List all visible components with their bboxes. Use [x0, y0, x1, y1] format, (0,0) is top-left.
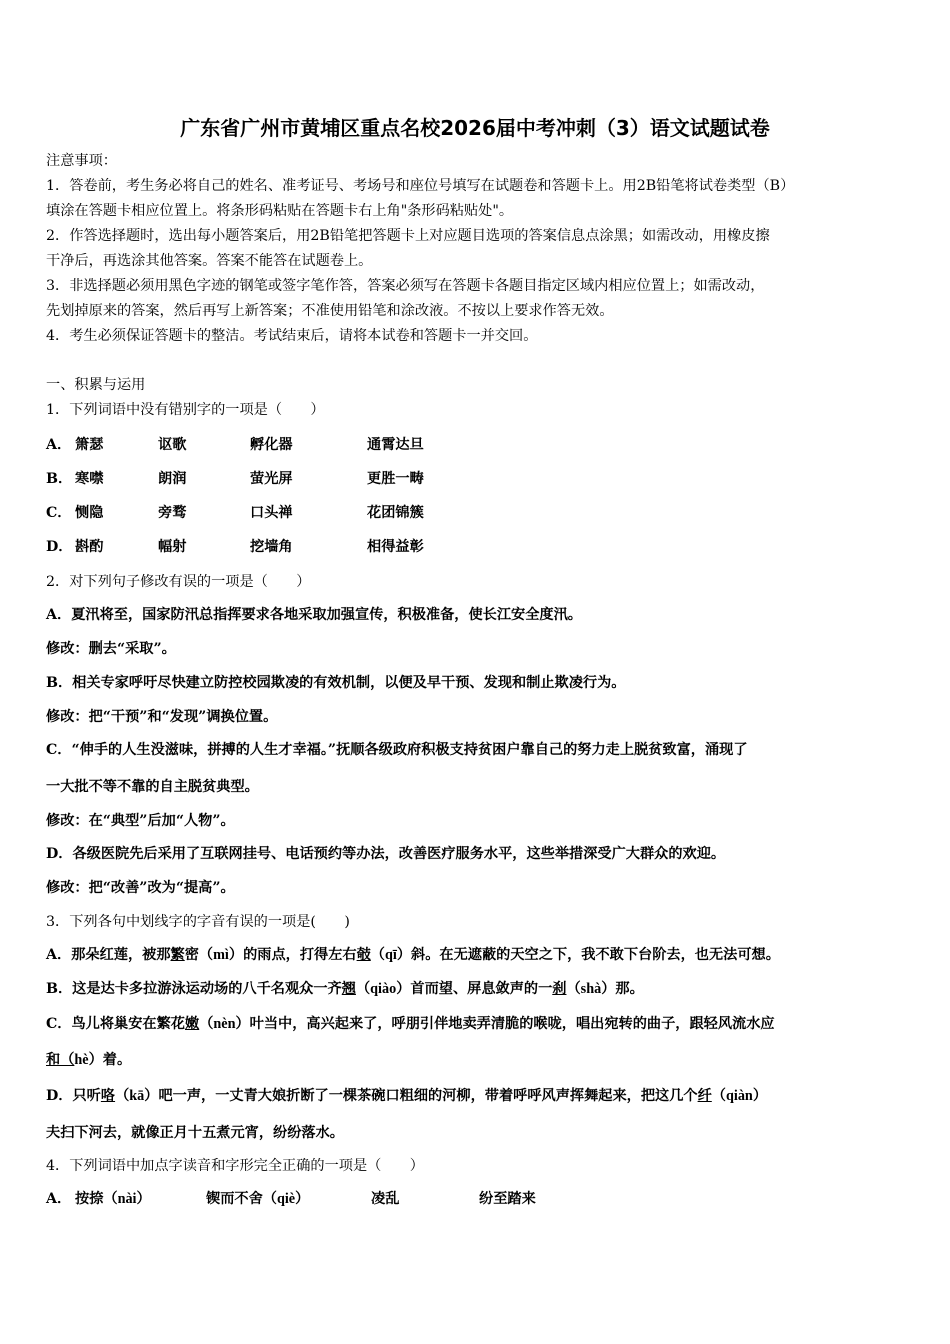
option-word: 通霄达旦 [367, 437, 424, 453]
option-word: 相得益彰 [367, 539, 424, 555]
text-segment: ） [752, 1088, 768, 1104]
text-segment: （ [566, 981, 581, 997]
q2-option-d: D．各级医院先后采用了互联网挂号、电话预约等办法，改善医疗服务水平，这些举措深受广大群众的欢迎。 [46, 846, 726, 862]
text-segment: ）着。 [88, 1052, 132, 1068]
underlined-char: 繁 [170, 947, 185, 963]
pinyin: hè [74, 1052, 89, 1068]
q2-option-d-fix: 修改：把“改善”改为“提高”。 [46, 880, 235, 896]
text-segment: ）叶当中，高兴起来了，呼朋引伴地卖弄清脆的喉咙，唱出宛转的曲子，跟轻风流水应 [235, 1016, 775, 1032]
text-segment: B．这是达卡多拉游泳运动场的八千名观众一齐 [46, 981, 342, 997]
option-word: 讴歌 [158, 437, 187, 453]
notice-line-3: 2．作答选择题时，选出每小题答案后，用2B铅笔把答题卡上对应题目选项的答案信息点涂黑；如需改动，用橡皮擦 [46, 228, 770, 244]
q2-option-c-line-2: 一大批不等不靠的自主脱贫典型。 [46, 779, 259, 795]
text-segment: D．只听 [46, 1088, 101, 1104]
notice-line-2: 填涂在答题卡相应位置上。将条形码粘贴在答题卡右上角"条形码粘贴处"。 [46, 203, 514, 219]
notice-line-1: 1．答卷前，考生务必将自己的姓名、准考证号、考场号和座位号填写在试题卷和答题卡上。用2B铅笔将试卷类型（B） [46, 178, 795, 194]
underlined-char: 嫩 [184, 1016, 200, 1032]
text-segment: （ [711, 1088, 726, 1104]
text-segment: ）吧一声，一丈青大娘折断了一棵茶碗口粗细的河柳，带着呼呼风声挥舞起来，把这几个 [144, 1088, 698, 1104]
option-word: 花团锦簇 [367, 505, 424, 521]
option-word: 孵化器 [250, 437, 293, 453]
option-word: 斟酌 [75, 539, 104, 555]
q3-option-c-line-2 [46, 1051, 131, 1069]
text-segment: 按捺（ [75, 1191, 118, 1207]
q2-option-c-fix: 修改：在“典型”后加“人物”。 [46, 813, 235, 829]
pinyin: qiàn [726, 1088, 753, 1104]
notice-line-6: 先划掉原来的答案，然后再写上新答案；不准使用铅笔和涂改液。不按以上要求作答无效。 [46, 303, 614, 319]
underlined-char: 翘 [341, 981, 356, 997]
q3-option-d-line-2: 夫扫下河去，就像正月十五煮元宵，纷纷落水。 [46, 1125, 344, 1141]
option-word: 凌乱 [371, 1191, 400, 1207]
option-word: 幅射 [158, 539, 187, 555]
underlined-char: 攲 [356, 947, 371, 963]
option-label: A． [46, 437, 72, 453]
q2-option-c-line-1: C．“伸手的人生没滋味，拼搏的人生才幸福。”抚顺各级政府积极支持贫困户靠自己的努力走上脱贫致富，涌现了 [46, 742, 748, 758]
notice-line-5: 3．非选择题必须用黑色字迹的钢笔或签字笔作答，答案必须写在答题卡各题目指定区域内相应位置上；如需改动， [46, 278, 765, 294]
underlined-char: 纤 [697, 1088, 712, 1104]
option-label: B． [46, 471, 73, 487]
option-label: D． [46, 539, 73, 555]
q3-option-a [46, 946, 780, 964]
underlined-char: 咯 [100, 1088, 116, 1104]
text-segment: （ [355, 981, 371, 997]
text-segment: ）斜。在无遮蔽的天空之下，我不敢下台阶去，也无法可想。 [396, 947, 780, 963]
option-word: 朗润 [158, 471, 187, 487]
underlined-char: 和（ [46, 1052, 75, 1068]
q3-option-b [46, 980, 644, 998]
option-word [75, 1190, 151, 1208]
text-segment: （ [199, 1016, 214, 1032]
q1-stem: 1．下列词语中没有错别字的一项是（ ） [46, 402, 325, 418]
text-segment: 锲而不舍（ [206, 1191, 277, 1207]
option-word: 口头禅 [250, 505, 293, 521]
pinyin: nèn [213, 1016, 236, 1032]
section-heading: 一、积累与运用 [46, 377, 146, 393]
text-segment: A．那朵红莲，被那 [46, 947, 171, 963]
option-word: 纷至踏来 [479, 1191, 536, 1207]
option-label: A． [46, 1191, 72, 1207]
option-word: 箫瑟 [75, 437, 104, 453]
text-segment: ）那。 [601, 981, 644, 997]
notice-heading: 注意事项： [46, 153, 117, 169]
text-segment: ）的雨点，打得左右 [228, 947, 357, 963]
pinyin: qī [384, 947, 397, 963]
text-segment: 密（ [184, 947, 214, 963]
option-label: C． [46, 505, 72, 521]
q3-option-d-line-1 [46, 1087, 767, 1105]
text-segment: C．鸟儿将巢安在繁花 [46, 1016, 185, 1032]
pinyin: shà [580, 981, 602, 997]
option-word: 寒噤 [75, 471, 104, 487]
notice-line-7: 4．考生必须保证答题卡的整洁。考试结束后，请将本试卷和答题卡一并交回。 [46, 328, 538, 344]
option-word: 萤光屏 [250, 471, 293, 487]
q2-option-b: B．相关专家呼吁尽快建立防控校园欺凌的有效机制，以便及早干预、发现和制止欺凌行为。 [46, 675, 626, 691]
text-segment: ） [136, 1191, 151, 1207]
text-segment: （ [115, 1088, 130, 1104]
option-word: 旁骛 [158, 505, 187, 521]
underlined-char: 刹 [552, 981, 567, 997]
notice-line-4: 干净后，再选涂其他答案。答案不能答在试题卷上。 [46, 253, 373, 269]
q2-option-a: A．夏汛将至，国家防汛总指挥要求各地采取加强宣传，积极准备，使长江安全度汛。 [46, 607, 582, 623]
option-word: 挖墙角 [250, 539, 293, 555]
pinyin: qiè [276, 1191, 296, 1207]
exam-title: 广东省广州市黄埔区重点名校2026届中考冲刺（3）语文试题试卷 [180, 116, 770, 140]
text-segment: （ [370, 947, 385, 963]
text-segment: ）首而望、屏息敛声的一 [396, 981, 553, 997]
pinyin: nài [117, 1191, 137, 1207]
pinyin: mì [213, 947, 229, 963]
pinyin: qiào [370, 981, 397, 997]
q3-stem: 3．下列各句中划线字的字音有误的一项是( ) [46, 914, 350, 930]
pinyin: kā [129, 1088, 145, 1104]
q3-option-c-line-1 [46, 1015, 775, 1033]
q2-stem: 2．对下列句子修改有误的一项是（ ） [46, 574, 311, 590]
option-word [206, 1190, 309, 1208]
option-word: 更胜一畴 [367, 471, 424, 487]
q2-option-a-fix: 修改：删去“采取”。 [46, 641, 176, 657]
q4-stem: 4．下列词语中加点字读音和字形完全正确的一项是（ ） [46, 1158, 424, 1174]
q2-option-b-fix: 修改：把“干预”和“发现”调换位置。 [46, 709, 278, 725]
text-segment: ） [295, 1191, 310, 1207]
option-word: 恻隐 [75, 505, 104, 521]
